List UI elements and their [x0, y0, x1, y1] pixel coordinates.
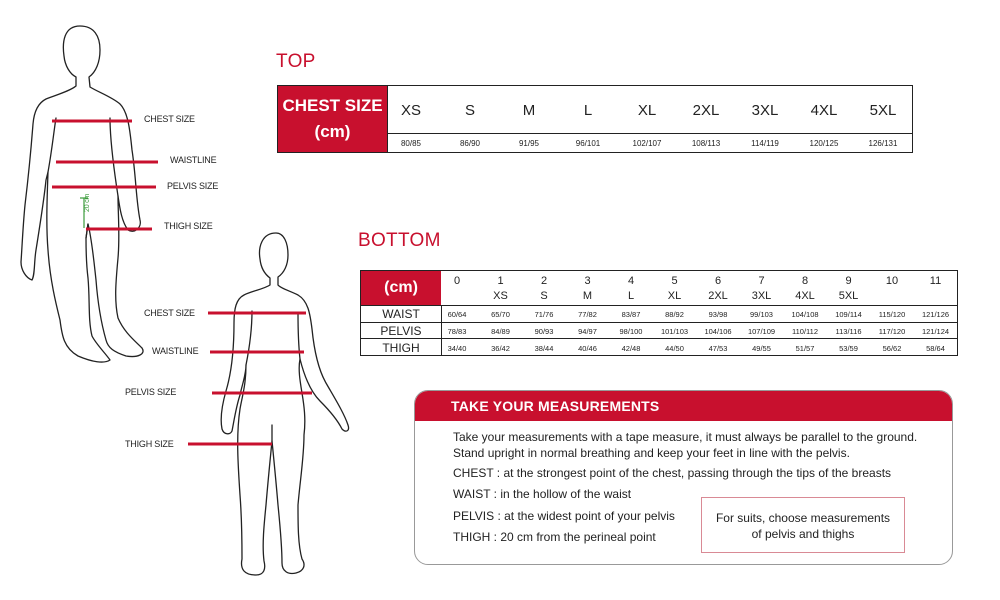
top-size-header: 4XL — [810, 102, 838, 119]
bottom-size-number: 2 — [540, 275, 548, 287]
female-thigh-label: THIGH SIZE — [125, 439, 174, 449]
bottom-value-cell: 99/103 — [750, 310, 773, 319]
bottom-table-header: (cm) — [361, 271, 441, 305]
bottom-value-cell: 104/108 — [791, 310, 819, 319]
bottom-size-number: 10 — [885, 275, 899, 287]
top-chest-value: 80/85 — [400, 139, 422, 148]
top-chest-value: 108/113 — [691, 139, 721, 148]
bottom-value-cell: 44/50 — [665, 344, 684, 353]
row-label-pelvis: PELVIS — [380, 324, 422, 338]
top-size-header: S — [464, 102, 475, 119]
bottom-value-cell: 104/106 — [704, 327, 732, 336]
bottom-size-number: 7 — [758, 275, 765, 287]
measurements-header — [415, 391, 952, 421]
top-header-line1: CHEST SIZE — [282, 96, 383, 115]
bottom-value-cell: 93/98 — [708, 310, 728, 319]
bottom-value-cell: 65/70 — [491, 310, 510, 319]
bottom-value-cell: 58/64 — [926, 344, 945, 353]
bottom-value-cell: 71/76 — [534, 310, 554, 319]
bottom-size-number: 4 — [627, 275, 635, 287]
bottom-size-letter: 3XL — [751, 290, 772, 302]
top-chest-value: 86/90 — [459, 139, 481, 148]
bottom-section-title: BOTTOM — [358, 230, 441, 251]
suits-note — [701, 497, 905, 553]
bottom-size-letter: XS — [493, 290, 508, 302]
bottom-size-letter: XL — [667, 290, 682, 302]
male-pelvis-label: PELVIS SIZE — [167, 181, 219, 191]
note-line-2: of pelvis and thighs — [751, 527, 855, 541]
bottom-size-number: 11 — [929, 275, 942, 287]
bottom-value-cell: 83/87 — [621, 310, 641, 319]
top-size-header: 2XL — [692, 102, 720, 119]
top-chest-value: 114/119 — [751, 139, 779, 148]
bottom-value-cell: 101/103 — [660, 327, 689, 336]
bottom-size-letter: L — [627, 290, 635, 302]
female-chest-label: CHEST SIZE — [144, 308, 195, 318]
measurements-title: TAKE YOUR MEASUREMENTS — [451, 398, 660, 414]
intro-line-1: Take your measurements with a tape measure, it must always be parallel to the ground. — [453, 430, 918, 444]
bottom-value-cell: 109/114 — [835, 310, 862, 319]
top-chest-value: 91/95 — [518, 139, 540, 148]
female-waist-label: WAISTLINE — [152, 346, 199, 356]
bottom-value-cell: 49/55 — [752, 344, 771, 353]
male-chest-label: CHEST SIZE — [144, 114, 195, 124]
bottom-value-cell: 38/44 — [534, 344, 554, 353]
bottom-value-cell: 107/109 — [747, 327, 776, 336]
top-chest-value: 96/101 — [575, 139, 601, 148]
bottom-value-cell: 47/53 — [708, 344, 728, 353]
bottom-value-cell: 36/42 — [491, 344, 510, 353]
top-size-header: 5XL — [869, 102, 897, 119]
bottom-value-cell: 77/82 — [578, 310, 597, 319]
bottom-size-letter: M — [582, 290, 593, 302]
bottom-value-cell: 34/40 — [447, 344, 467, 353]
bottom-value-cell: 42/48 — [621, 344, 641, 353]
bottom-value-cell: 78/83 — [447, 327, 467, 336]
male-waist-label: WAISTLINE — [170, 155, 217, 165]
intro-line-2: Stand upright in normal breathing and keep your feet in line with the pelvis. — [453, 446, 850, 460]
bottom-size-number: 5 — [671, 275, 678, 287]
bottom-value-cell: 53/59 — [839, 344, 858, 353]
bottom-value-cell: 94/97 — [578, 327, 597, 336]
measurements-panel — [414, 390, 953, 565]
bottom-value-cell: 113/116 — [835, 327, 862, 336]
thigh-instruction: THIGH : 20 cm from the perineal point — [453, 530, 656, 544]
bottom-size-number: 0 — [453, 275, 461, 287]
bottom-value-cell: 88/92 — [665, 310, 684, 319]
waist-instruction: WAIST : in the hollow of the waist — [453, 487, 632, 501]
bottom-size-number: 8 — [801, 275, 809, 287]
male-thigh-label: THIGH SIZE — [164, 221, 213, 231]
note-line-1: For suits, choose measurements — [715, 511, 891, 525]
bottom-value-cell: 56/62 — [882, 344, 902, 353]
top-size-header: XS — [400, 102, 421, 119]
top-chest-value: 126/131 — [868, 139, 898, 148]
bottom-value-cell: 84/89 — [491, 327, 510, 336]
top-size-header: 3XL — [751, 102, 779, 119]
top-size-header: L — [583, 102, 593, 119]
top-header-line2: (cm) — [314, 122, 351, 141]
bottom-size-number: 3 — [584, 275, 591, 287]
top-size-table — [277, 85, 913, 153]
female-pelvis-label: PELVIS SIZE — [125, 387, 177, 397]
bottom-size-letter: 4XL — [795, 290, 815, 302]
female-body-figure — [180, 225, 380, 585]
bottom-value-cell: 115/120 — [878, 310, 906, 319]
bottom-value-cell: 121/126 — [921, 310, 950, 319]
bottom-value-cell: 117/120 — [878, 327, 906, 336]
bottom-size-letter: S — [540, 290, 548, 302]
bottom-size-number: 1 — [497, 275, 504, 287]
chest-instruction: CHEST : at the strongest point of the chest, passing through the tips of the breasts — [453, 466, 892, 480]
top-size-header: M — [522, 102, 536, 119]
bottom-value-cell: 98/100 — [619, 327, 643, 336]
top-table-header — [278, 86, 387, 152]
bottom-size-letter: 5XL — [838, 290, 859, 302]
top-section-title: TOP — [276, 51, 316, 72]
thigh-offset-label: 20 cm — [84, 193, 91, 212]
row-label-thigh: THIGH — [382, 341, 420, 355]
bottom-size-letter: 2XL — [708, 290, 728, 302]
pelvis-instruction: PELVIS : at the widest point of your pelvis — [453, 509, 675, 523]
bottom-value-cell: 51/57 — [795, 344, 815, 353]
top-chest-value: 102/107 — [632, 139, 662, 148]
bottom-value-cell: 40/46 — [578, 344, 597, 353]
top-size-header: XL — [637, 102, 657, 119]
row-label-waist: WAIST — [382, 307, 420, 321]
bottom-size-table — [360, 270, 958, 356]
bottom-value-cell: 121/124 — [921, 327, 950, 336]
bottom-size-number: 9 — [845, 275, 852, 287]
bottom-value-cell: 110/112 — [792, 327, 818, 336]
bottom-size-number: 6 — [714, 275, 722, 287]
bottom-value-cell: 60/64 — [447, 310, 467, 319]
bottom-value-cell: 90/93 — [534, 327, 554, 336]
top-chest-value: 120/125 — [809, 139, 839, 148]
